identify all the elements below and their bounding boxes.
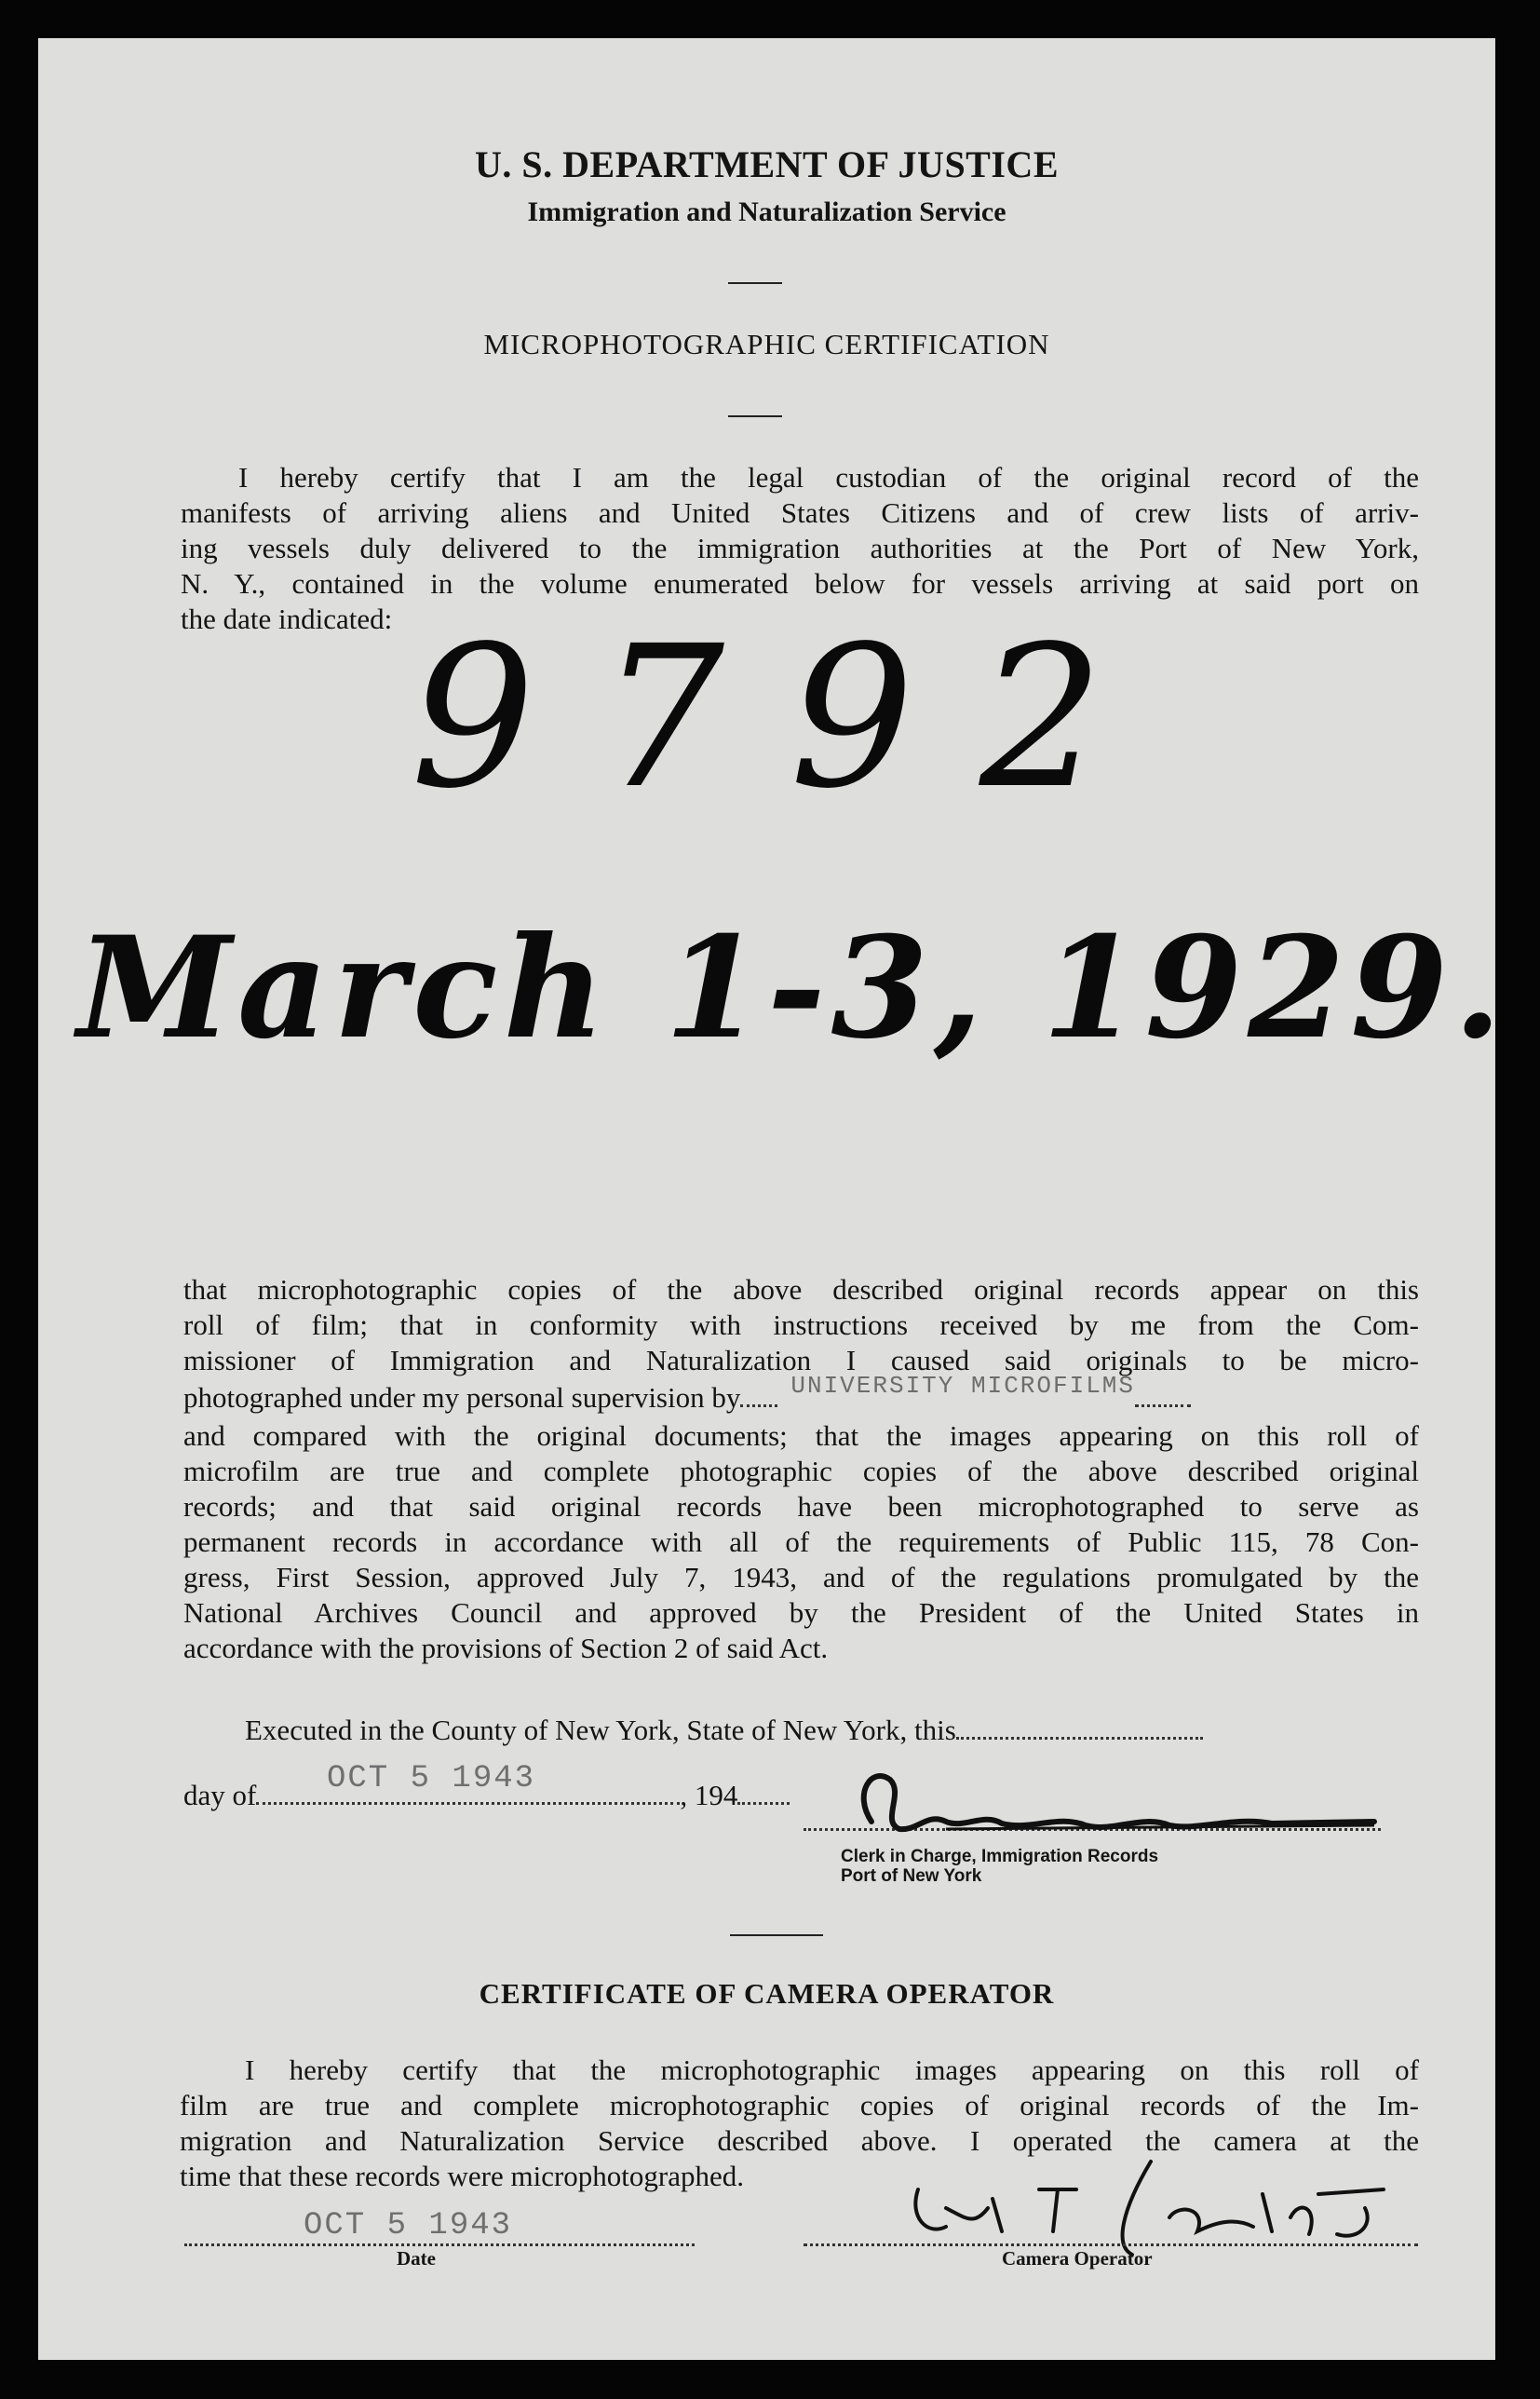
paragraph-line: accordance with the provisions of Section 2 of said Act. [183,1632,829,1664]
clerk-title [841,1847,1158,1886]
day-of-line [183,1778,928,1813]
executed-line [245,1713,1419,1748]
paragraph-line: permanent records in accordance with all of the requirements of Public 115, 78 Con- [183,1525,1419,1558]
paragraph-line: and compared with the original documents; that the images appearing on this roll of [183,1419,1419,1452]
year-prefix: , 194 [680,1779,738,1811]
executed-text: Executed in the County of New York, State of New York, this [245,1714,956,1746]
certification-title: MICROPHOTOGRAPHIC CERTIFICATION [483,328,1050,360]
paragraph-line: N. Y., contained in the volume enumerated below for vessels arriving at said port on [181,567,1419,600]
paragraph-line: film are true and complete microphotographic copies of original records of the Im- [180,2089,1419,2121]
paragraph-line: microfilm are true and complete photographic copies of the above described original [183,1455,1419,1487]
operator-label: Camera Operator [1002,2247,1153,2270]
paragraph-line: time that these records were microphotographed. [180,2160,744,2192]
paragraph-line: migration and Naturalization Service described above. I operated the camera at the [180,2124,1419,2157]
divider [728,415,782,417]
paragraph-line: National Archives Council and approved by the President of the United States in [183,1596,1419,1629]
fill-dots [737,1782,790,1805]
paragraph-line: records; and that said original records have been microphotographed to serve as [183,1490,1419,1523]
handwritten-volume-number: 9792 [411,603,1169,832]
divider [730,1934,823,1936]
operator-signature [899,2152,1421,2283]
paragraph-line: the date indicated: [181,603,393,635]
operator-signature-line [804,2243,1418,2246]
paragraph-line: that microphotographic copies of the above described original records appear on this [183,1273,1419,1306]
paragraph-line: roll of film; that in conformity with instructions received by me from the Com- [183,1308,1419,1341]
paragraph-line: I hereby certify that the microphotographic images appearing on this roll of [245,2053,1419,2086]
supervision-line [183,1372,1419,1418]
clerk-title-line: Clerk in Charge, Immigration Records [841,1847,1159,1866]
paragraph-line: manifests of arriving aliens and United States Citizens and of crew lists of arriv- [181,496,1419,529]
fill-dots [740,1384,777,1407]
date-label: Date [397,2247,436,2270]
certificate-page [38,38,1508,2360]
clerk-office-line: Port of New York [841,1866,982,1886]
day-of-label: day of [183,1779,257,1811]
camera-date-stamp: OCT 5 1943 [304,2208,513,2243]
paragraph-line: gress, First Session, approved July 7, 1943, and of the regulations promulgated by the [183,1561,1419,1593]
clerk-signature [834,1756,1356,1850]
department-heading: U. S. DEPARTMENT OF JUSTICE [475,143,1059,185]
typed-company: UNIVERSITY MICROFILMS [790,1372,1136,1400]
paragraph-line: missioner of Immigration and Naturalization I caused said originals to be micro- [183,1344,1419,1376]
handwritten-dates: March 1-3, 1929. [77,906,1508,1070]
paragraph-line: ing vessels duly delivered to the immigration authorities at the Port of New York, [181,532,1419,564]
paragraph-line: photographed under my personal supervision by [183,1381,741,1414]
fill-dots [1135,1384,1191,1407]
date-line [184,2243,695,2246]
body-paragraph [183,1272,1419,1666]
divider [728,282,782,284]
fill-dots [956,1716,1203,1740]
paragraph-line: I hereby certify that I am the legal custodian of the original record of the [238,461,1419,494]
camera-certificate-title: CERTIFICATE OF CAMERA OPERATOR [479,1977,1055,2010]
service-heading: Immigration and Naturalization Service [527,197,1006,227]
date-stamp: OCT 5 1943 [327,1761,536,1796]
